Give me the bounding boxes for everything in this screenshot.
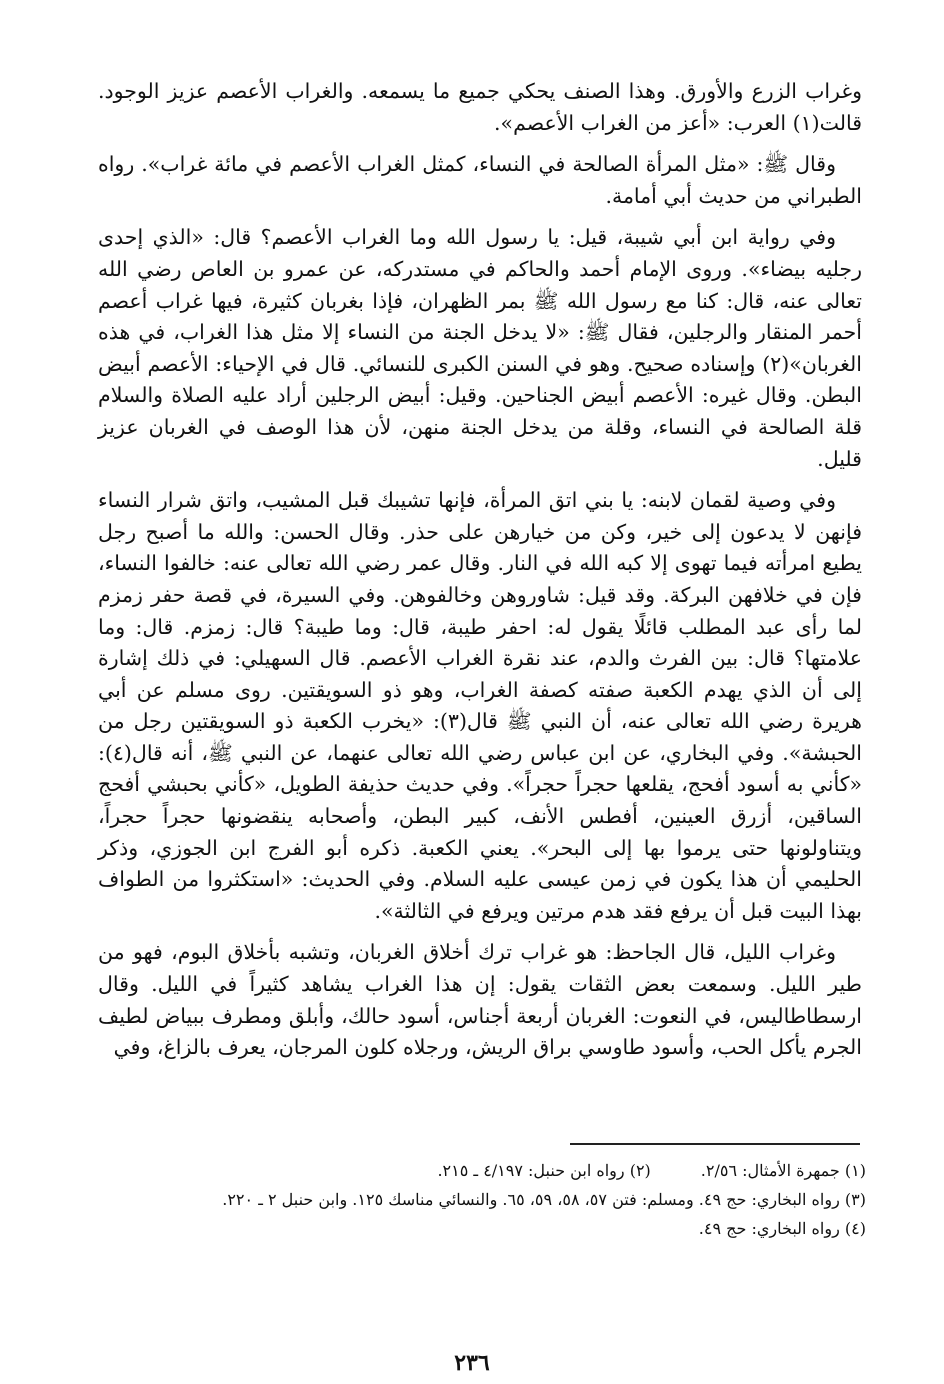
paragraph-1: وغراب الزرع والأورق. وهذا الصنف يحكي جميع ما يسمعه. والغراب الأعصم عزيز الوجود. قالت(١) العرب: «أعز من الغراب الأعصم». (98, 79, 862, 135)
footnotes (98, 1156, 866, 1243)
paragraph-2: وقال ﷺ: «مثل المرأة الصالحة في النساء، كمثل الغراب الأعصم في مائة غراب». رواه الطبراني من حديث أبي أمامة. (98, 152, 862, 208)
main-text (98, 76, 862, 1074)
footnote-3: (٣) رواه البخاري: حج ٤٩. ومسلم: فتن ٥٧، ٥٨، ٥٩، ٦٥. والنسائي مناسك ١٢٥. وابن حنبل ٢ ـ ٢٢٠. (222, 1190, 866, 1209)
paragraph-5: وغراب الليل، قال الجاحظ: هو غراب ترك أخلاق الغربان، وتشبه بأخلاق البوم، فهو من طير الليل. وسمعت بعض الثقات يقول: إن هذا الغراب يشاهد كثيراً في الليل. وقال ارسطاطاليس، في النعوت: الغربان أربعة أجناس، أسود حالك، وأبلق ومطرف ببياض لطيف الجرم يأكل الحب، وأسود طاوسي براق الريش، ورجلاه كلون المرجان، يعرف بالزاغ، وفي (98, 940, 862, 1060)
footnote-2: (٢) رواه ابن حنبل: ٤/١٩٧ ـ ٢١٥. (437, 1161, 651, 1180)
footnote-row (98, 1156, 866, 1185)
footnote-4: (٤) رواه البخاري: حج ٤٩. (698, 1219, 866, 1238)
paragraph-3: وفي رواية ابن أبي شيبة، قيل: يا رسول الله وما الغراب الأعصم؟ قال: «الذي إحدى رجليه بيضاء». وروى الإمام أحمد والحاكم في مستدركه، عن عمرو بن العاص رضي الله تعالى عنه، قال: كنا مع رسول الله ﷺ بمر الظهران، فإذا بغربان كثيرة، فيها غراب أعصم أحمر المنقار والرجلين، فقال ﷺ: «لا يدخل الجنة من النساء إلا مثل هذا الغراب، في هذه الغربان»(٢) وإسناده صحيح. وهو في السنن الكبرى للنسائي. قال في الإحياء: الأعصم أبيض البطن. وقال غيره: الأعصم أبيض الجناحين. وقيل: أبيض الرجلين أراد عليه الصلاة والسلام قلة الصالحة في النساء، وقلة من يدخل الجنة منهن، لأن هذا الوصف في الغربان عزيز قليل. (98, 225, 862, 471)
paragraph-4: وفي وصية لقمان لابنه: يا بني اتق المرأة، فإنها تشيبك قبل المشيب، واتق شرار النساء فإنهن لا يدعون إلى خير، وكن من خيارهن على حذر. وقال الحسن: والله ما أصبح رجل يطيع امرأته فيما تهوى إلا كبه الله في النار. وقال عمر رضي الله تعالى عنه: خالفوا النساء، فإن في خلافهن البركة. وقد قيل: شاوروهن وخالفوهن. وفي السيرة، في قصة حفر زمزم لما رأى عبد المطلب قائلًا يقول له: احفر طيبة، قال: وما طيبة؟ قال: زمزم. قال: وما علامتها؟ قال: بين الفرث والدم، عند نقرة الغراب الأعصم. قال السهيلي: في ذلك إشارة إلى أن الذي يهدم الكعبة صفته كصفة الغراب، وهو ذو السويقتين. روى مسلم عن أبي هريرة رضي الله تعالى عنه، أن النبي ﷺ قال(٣): «يخرب الكعبة ذو السويقتين رجل من الحبشة». وفي البخاري، عن ابن عباس رضي الله تعالى عنهما، عن النبي ﷺ، أنه قال(٤): «كأني به أسود أفحج، يقلعها حجراً حجراً». وفي حديث حذيفة الطويل، «كأني بحبشي أفحج الساقين، أزرق العينين، أفطس الأنف، كبير البطن، وأصحابه ينقضونها حجراً حجراً، ويتناولونها حتى يرموا بها إلى البحر». يعني الكعبة. ذكره أبو الفرج ابن الجوزي، وذكر الحليمي أن هذا يكون في زمن عيسى عليه السلام. وفي الحديث: «استكثروا من الطواف بهذا البيت قبل أن يرفع فقد هدم مرتين ويرفع في الثالثة». (98, 488, 862, 923)
footnote-1: (١) جمهرة الأمثال: ٢/٥٦. (700, 1161, 866, 1180)
page-number: ٢٣٦ (454, 1350, 490, 1376)
footnote-separator (570, 1143, 860, 1145)
